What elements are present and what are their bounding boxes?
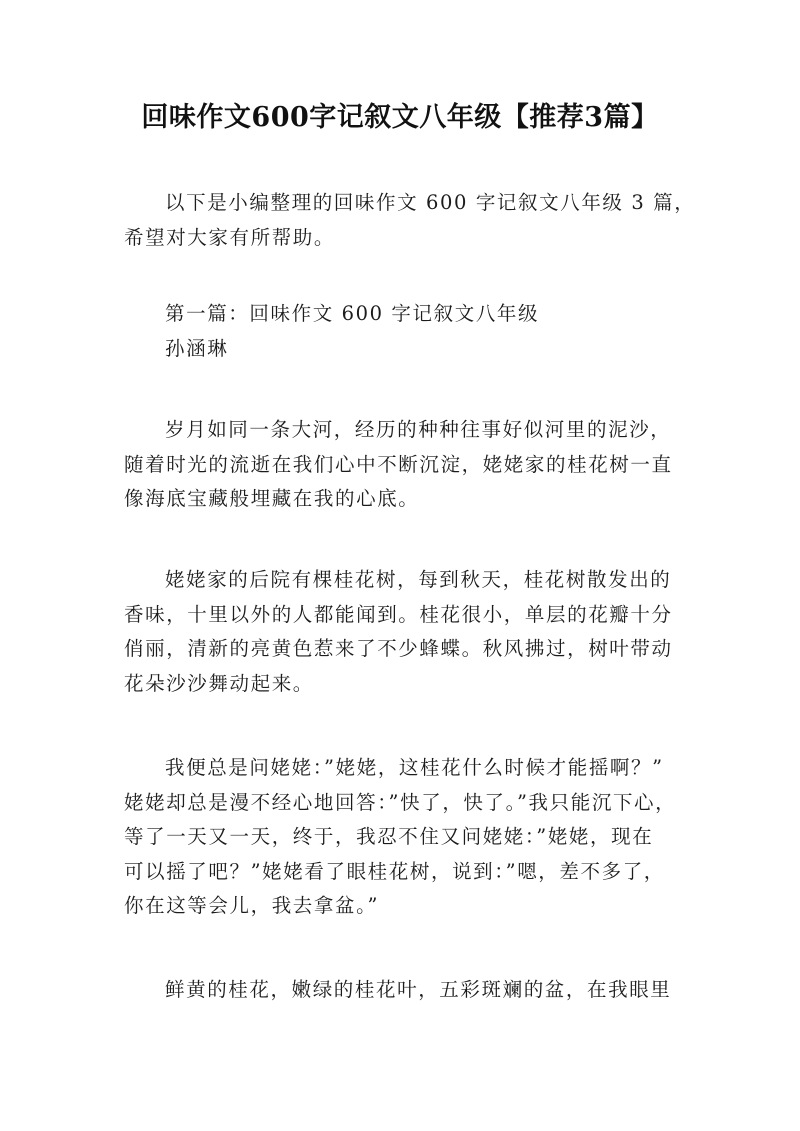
paragraph-line: 以下是小编整理的回味作文 600 字记叙文八年级 3 篇， [165,191,696,214]
paragraph-line: 我便总是问姥姥：”姥姥，这桂花什么时候才能摇啊？” [165,756,664,779]
paragraph-line: 你在这等会儿，我去拿盆。” [124,894,380,917]
paragraph-line: 随着时光的流逝在我们心中不断沉淀，姥姥家的桂花树一直 [124,452,673,476]
document-title: 回味作文600字记叙文八年级【推荐3篇】 [141,102,659,133]
body-paragraph-2 [124,563,692,701]
paragraph-line: 像海底宝藏般埋藏在我的心底。 [124,487,420,510]
section-title: 第一篇：回味作文 600 字记叙文八年级 [165,302,540,325]
paragraph-line: 等了一天又一天，终于，我忍不住又问姥姥：”姥姥，现在 [124,825,654,848]
paragraph-line: 俏丽，清新的亮黄色惹来了不少蜂蝶。秋风拂过，树叶带动 [124,637,673,660]
paragraph-line: 姥姥却总是漫不经心地回答：”快了，快了。”我只能沉下心， [124,790,677,814]
paragraph-line: 鲜黄的桂花，嫩绿的桂花叶，五彩斑斓的盆，在我眼里 [165,978,672,1001]
paragraph-line: 香味，十里以外的人都能闻到。桂花很小，单层的花瓣十分 [124,602,673,626]
body-paragraph-1 [124,413,692,517]
intro-paragraph [124,186,696,255]
author-name: 孙涵琳 [165,336,229,360]
paragraph-line: 姥姥家的后院有棵桂花树，每到秋天，桂花树散发出的 [165,568,672,591]
paragraph-line: 花朵沙沙舞动起来。 [124,671,314,695]
paragraph-line: 希望对大家有所帮助。 [124,225,336,249]
paragraph-line: 岁月如同一条大河，经历的种种往事好似河里的泥沙， [165,418,672,441]
body-paragraph-4 [124,973,692,1008]
paragraph-line: 可以摇了吧？”姥姥看了眼桂花树，说到：”嗯，差不多了， [124,859,665,883]
section-heading [124,297,692,366]
body-paragraph-3 [124,751,692,924]
